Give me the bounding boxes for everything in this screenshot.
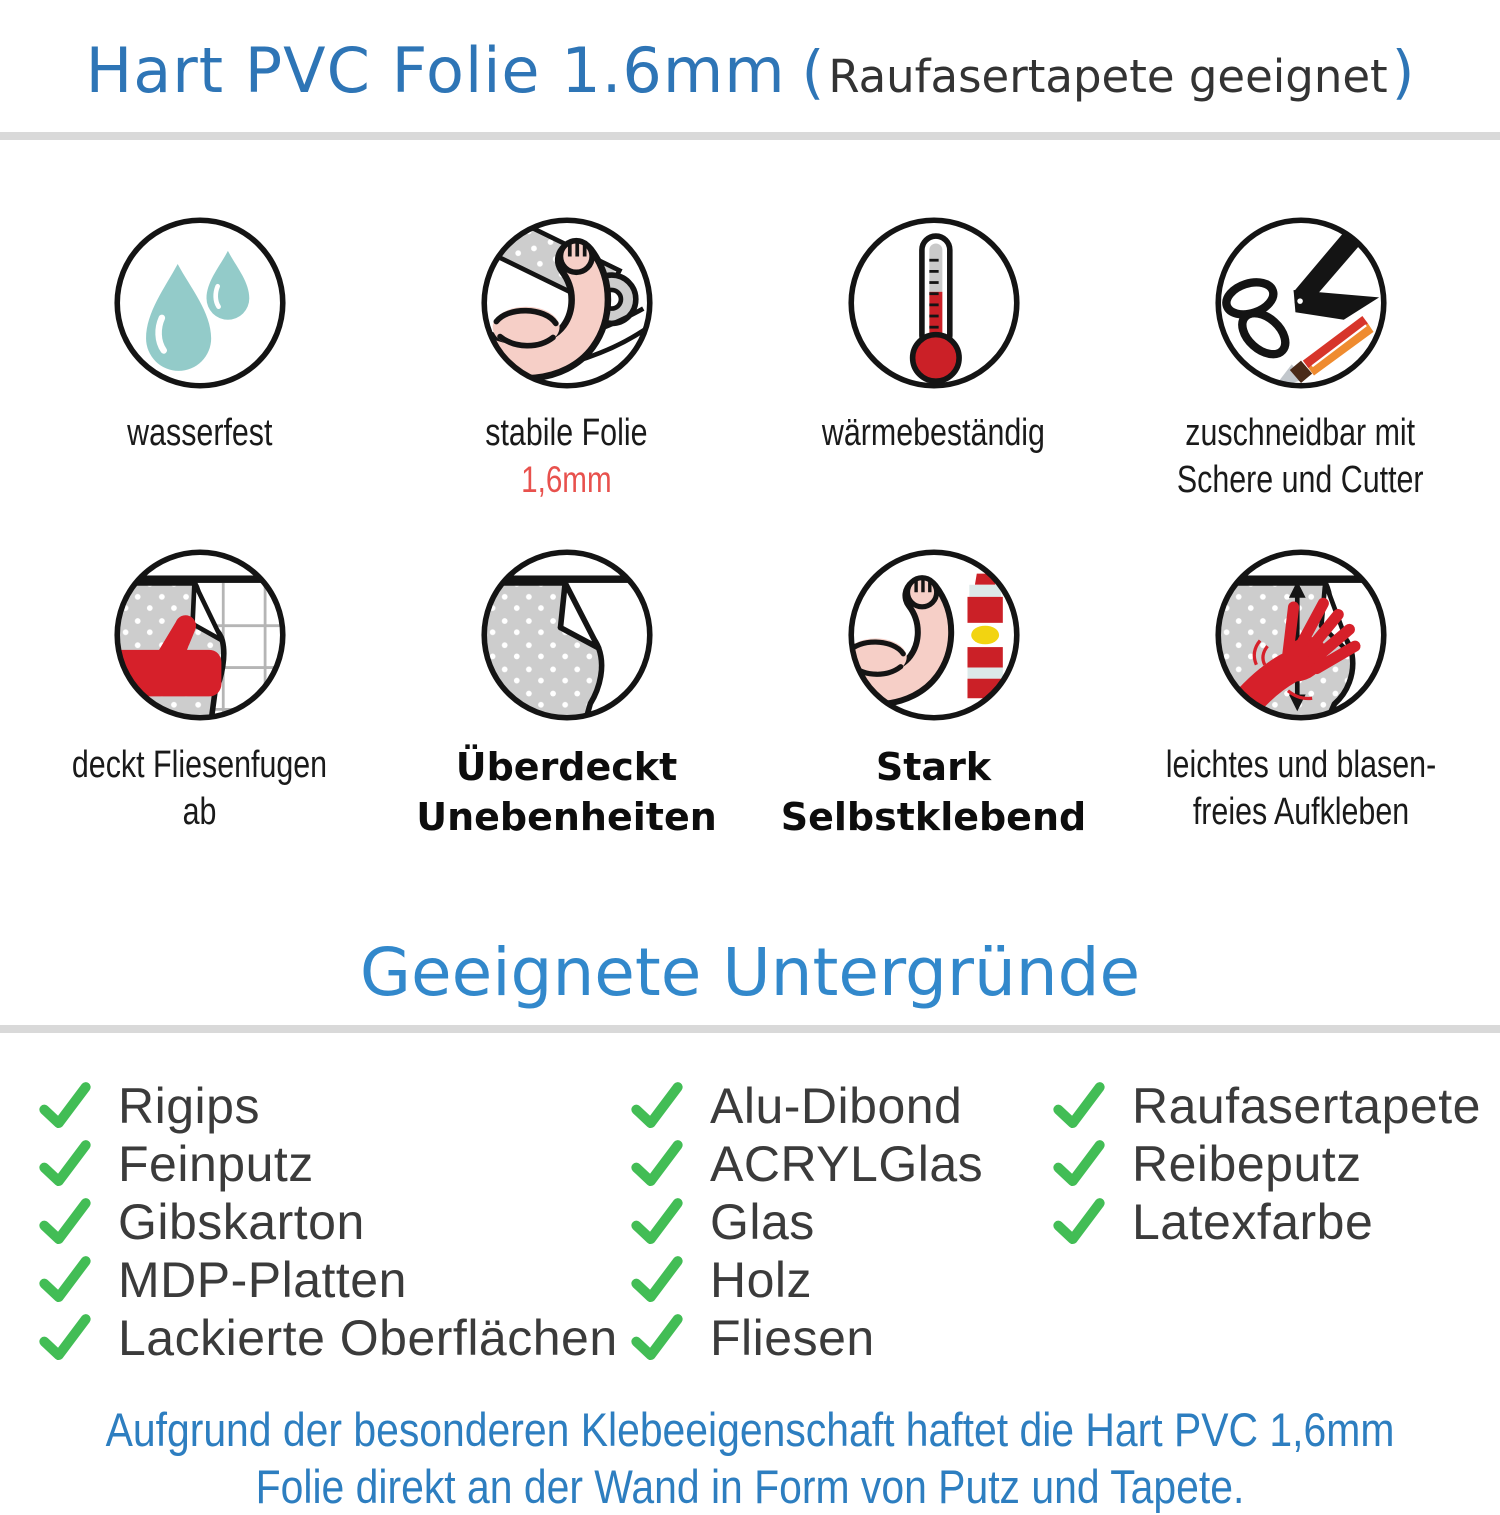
list-item-label: Latexfarbe — [1132, 1194, 1374, 1250]
substrate-column-2 — [630, 1077, 1052, 1367]
check-icon — [38, 1253, 92, 1307]
list-item — [38, 1077, 630, 1135]
muscle-glue-icon — [841, 542, 1027, 728]
list-item — [38, 1193, 630, 1251]
title-paren-close: ) — [1391, 38, 1415, 106]
page-title — [0, 0, 1500, 112]
substrate-column-1 — [38, 1077, 630, 1367]
list-item-label: Rigips — [118, 1078, 260, 1134]
thumb-tiles-icon — [107, 542, 293, 728]
check-icon — [630, 1195, 684, 1249]
feature-label-line2: Schere und Cutter — [1177, 459, 1424, 501]
check-icon — [38, 1079, 92, 1133]
footer-line-2: Folie direkt an der Wand in Form von Putz und Tapete. — [255, 1460, 1245, 1513]
title-paren-open: ( — [801, 38, 825, 106]
feature-selbstklebend — [750, 542, 1117, 842]
divider-top — [0, 132, 1500, 140]
feature-label: deckt Fliesenfugen ab — [71, 744, 328, 833]
list-item — [1052, 1135, 1500, 1193]
list-item-label: ACRYLGlas — [710, 1136, 984, 1192]
feature-label: Stark — [875, 745, 992, 789]
feature-label: wasserfest — [126, 412, 273, 454]
feature-label-line2: freies Aufkleben — [1192, 791, 1409, 833]
feature-grid — [0, 210, 1500, 842]
feature-zuschneidbar — [1117, 210, 1484, 542]
list-item — [630, 1193, 1052, 1251]
list-item-label: Alu-Dibond — [710, 1078, 963, 1134]
section-heading-untergruende: Geeignete Untergründe — [359, 934, 1141, 1011]
feature-unebenheiten — [383, 542, 750, 842]
title-subtitle: Raufasertapete geeignet — [828, 50, 1388, 103]
list-item — [630, 1135, 1052, 1193]
substrate-column-3 — [1052, 1077, 1500, 1367]
muscle-foil-icon — [474, 210, 660, 396]
list-item-label: Gibskarton — [118, 1194, 365, 1250]
feature-label: Überdeckt — [455, 745, 678, 789]
feature-fliesenfugen — [16, 542, 383, 842]
feature-label-line2: Selbstklebend — [780, 795, 1087, 839]
divider-middle — [0, 1025, 1500, 1033]
list-item-label: Lackierte Oberflächen — [118, 1310, 618, 1366]
feature-stabile-folie — [383, 210, 750, 542]
list-item — [38, 1309, 630, 1367]
foil-peel-icon — [474, 542, 660, 728]
check-icon — [630, 1137, 684, 1191]
feature-label: leichtes und blasen- — [1165, 744, 1436, 786]
feature-label-line2: Unebenheiten — [416, 795, 717, 839]
list-item-label: Reibeputz — [1132, 1136, 1362, 1192]
list-item — [1052, 1077, 1500, 1135]
list-item — [38, 1135, 630, 1193]
list-item-label: Holz — [710, 1252, 813, 1308]
check-icon — [1052, 1195, 1106, 1249]
list-item-label: Feinputz — [118, 1136, 314, 1192]
check-icon — [630, 1253, 684, 1307]
title-main: Hart PVC Folie 1.6mm — [85, 34, 786, 107]
check-icon — [1052, 1079, 1106, 1133]
list-item — [630, 1077, 1052, 1135]
check-icon — [1052, 1137, 1106, 1191]
scissors-cutter-icon — [1208, 210, 1394, 396]
list-item — [1052, 1193, 1500, 1251]
footer-note — [0, 1401, 1500, 1515]
feature-thickness-label: 1,6mm — [521, 459, 612, 500]
list-item-label: MDP-Platten — [118, 1252, 407, 1308]
check-icon — [38, 1311, 92, 1365]
feature-label: zuschneidbar mit — [1185, 412, 1416, 454]
feature-wasserfest — [16, 210, 383, 542]
feature-waermebestaendig — [750, 210, 1117, 542]
substrate-list — [0, 1077, 1500, 1367]
check-icon — [38, 1137, 92, 1191]
feature-aufkleben — [1117, 542, 1484, 842]
check-icon — [630, 1079, 684, 1133]
list-item-label: Glas — [710, 1194, 815, 1250]
feature-label: stabile Folie — [485, 412, 648, 454]
hand-apply-icon — [1208, 542, 1394, 728]
check-icon — [38, 1195, 92, 1249]
check-icon — [630, 1311, 684, 1365]
feature-label: wärmebeständig — [821, 412, 1046, 454]
list-item — [38, 1251, 630, 1309]
water-drops-icon — [107, 210, 293, 396]
list-item — [630, 1251, 1052, 1309]
thermometer-icon — [841, 210, 1027, 396]
list-item — [630, 1309, 1052, 1367]
list-item-label: Raufasertapete — [1132, 1078, 1481, 1134]
footer-line-1: Aufgrund der besonderen Klebeeigenschaft haftet die Hart PVC 1,6mm — [105, 1403, 1395, 1456]
list-item-label: Fliesen — [710, 1310, 875, 1366]
